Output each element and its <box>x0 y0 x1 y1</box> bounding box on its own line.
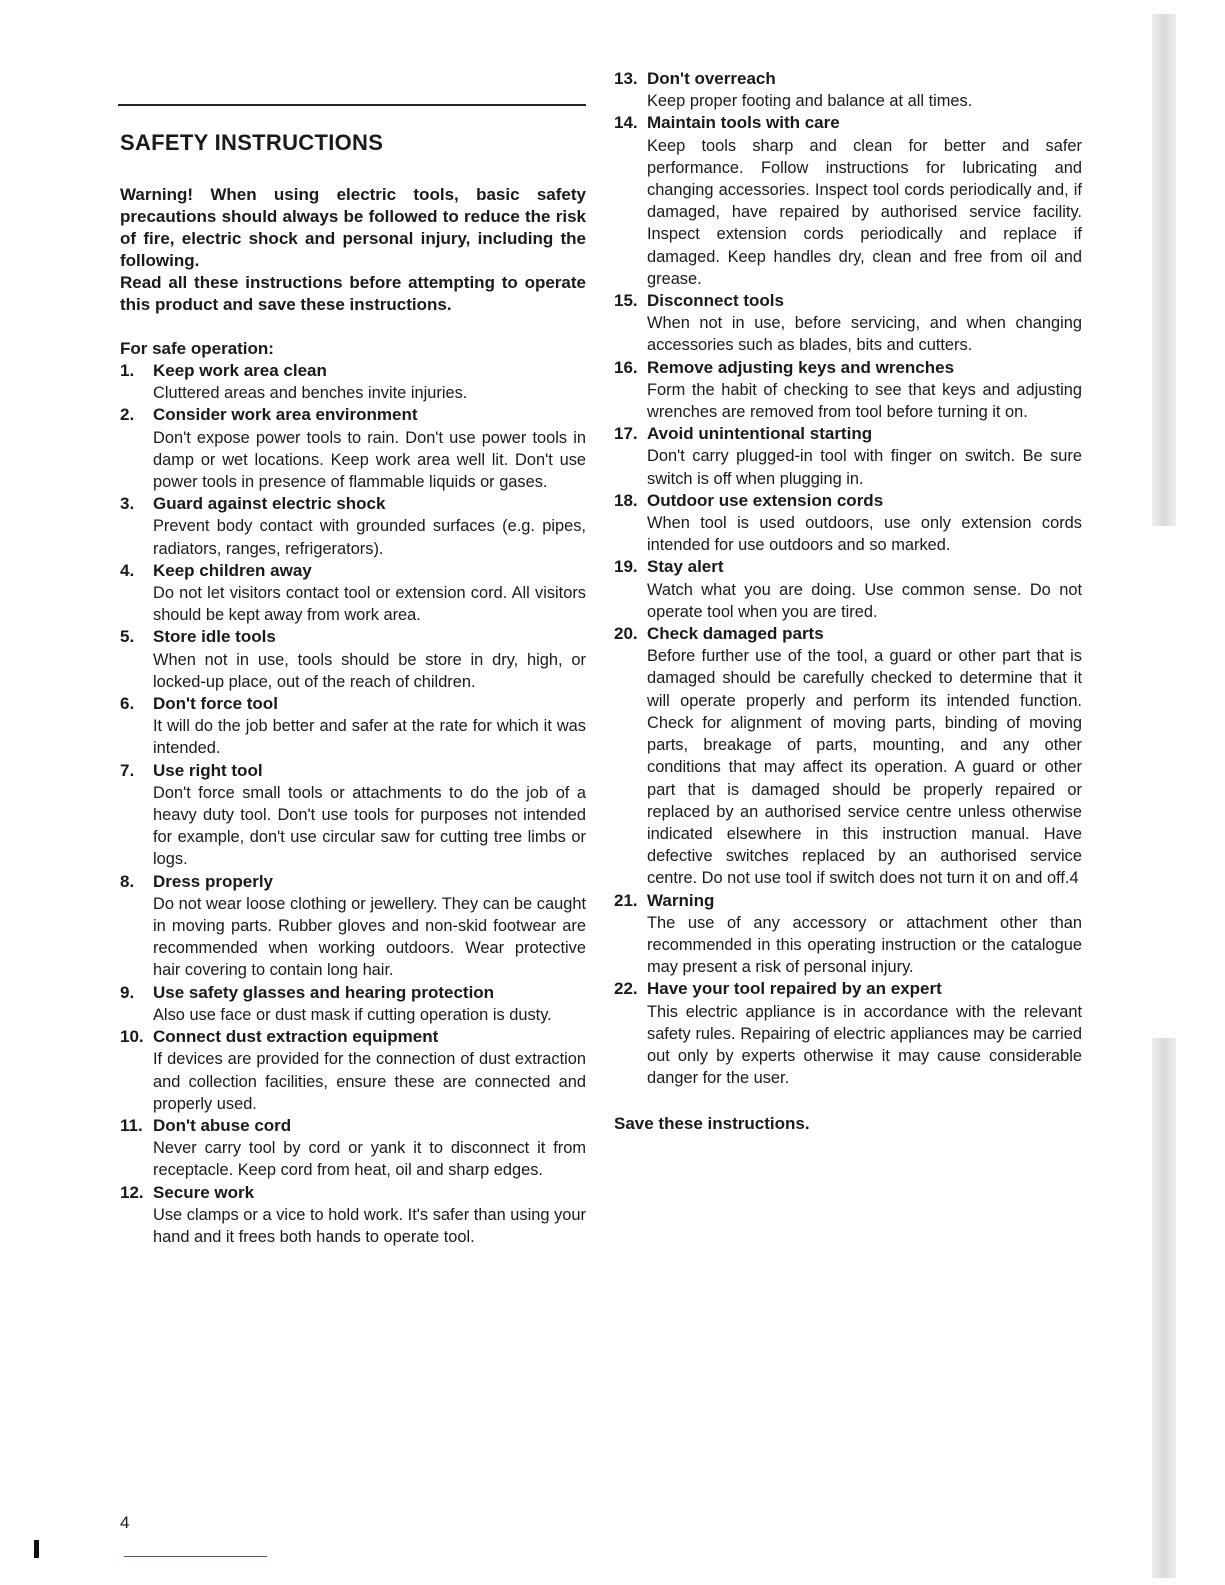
instruction-number: 14. <box>614 113 638 133</box>
instruction-heading-text: Dress properly <box>153 871 273 891</box>
instruction-item <box>614 890 1082 979</box>
instruction-heading-text: Use right tool <box>153 760 263 780</box>
instruction-heading-text: Avoid unintentional starting <box>647 424 873 444</box>
instruction-heading-text: Have your tool repaired by an expert <box>647 979 942 999</box>
instruction-heading <box>614 68 1082 90</box>
instruction-number: 13. <box>614 69 638 88</box>
instruction-heading <box>120 1026 586 1048</box>
instruction-text: Never carry tool by cord or yank it to disconnect it from receptacle. Keep cord from heat, oil and sharp edges. <box>153 1139 586 1180</box>
instruction-list-left <box>120 360 586 1248</box>
instruction-heading-text: Outdoor use extension cords <box>647 490 884 510</box>
instruction-item <box>614 112 1082 290</box>
instruction-text: When tool is used outdoors, use only extension cords intended for use outdoors and so marked. <box>647 514 1082 555</box>
instruction-number: 11. <box>120 1115 143 1135</box>
instruction-number: 5. <box>120 627 135 647</box>
instruction-text: Cluttered areas and benches invite injuries. <box>153 384 468 403</box>
warning-paragraph: Warning! When using electric tools, basic safety precautions should always be followed to reduce the risk of fire, electric shock and personal injury, including the following. <box>120 185 586 270</box>
instruction-heading-text: Guard against electric shock <box>153 494 386 514</box>
instruction-heading <box>120 1182 586 1204</box>
instruction-text: Prevent body contact with grounded surfaces (e.g. pipes, radiators, ranges, refrigerators). <box>153 517 586 558</box>
instruction-number: 17. <box>614 424 638 444</box>
instruction-heading-text: Don't force tool <box>153 694 278 714</box>
instruction-heading-text: Keep children away <box>153 560 312 580</box>
instruction-text: Do not wear loose clothing or jewellery. They can be caught in moving parts. Rubber gloves and non-skid footwear are recommended when working outdoors. Wear protective hair covering to contain long hair. <box>153 894 586 980</box>
instruction-text: The use of any accessory or attachment other than recommended in this operating instruction or the catalogue may present a risk of personal injury. <box>647 913 1082 977</box>
instruction-heading <box>120 982 586 1004</box>
instruction-item <box>120 693 586 760</box>
instruction-item <box>614 623 1082 889</box>
instruction-heading <box>614 978 1082 1000</box>
instruction-heading-text: Consider work area environment <box>153 405 418 425</box>
instruction-number: 18. <box>614 490 638 510</box>
instruction-number: 20. <box>614 624 638 644</box>
instruction-number: 16. <box>614 357 638 377</box>
instruction-text: Use clamps or a vice to hold work. It's safer than using your hand and it frees both hands to operate tool. <box>153 1205 586 1246</box>
instruction-item <box>614 68 1082 112</box>
instruction-number: 3. <box>120 494 135 514</box>
instruction-heading-text: Don't overreach <box>647 69 776 88</box>
instruction-number: 12. <box>120 1182 144 1202</box>
instruction-item <box>614 423 1082 490</box>
page-title: SAFETY INSTRUCTIONS <box>120 130 384 155</box>
instruction-heading-text: Warning <box>647 890 715 910</box>
instruction-heading <box>614 423 1082 445</box>
instruction-heading-text: Disconnect tools <box>647 291 784 311</box>
instruction-heading <box>614 290 1082 312</box>
instruction-heading-text: Keep work area clean <box>153 361 327 380</box>
instruction-heading-text: Don't abuse cord <box>153 1115 292 1135</box>
instruction-heading <box>120 493 586 515</box>
instruction-number: 22. <box>614 979 638 999</box>
read-instructions-paragraph: Read all these instructions before attempting to operate this product and save these instructions. <box>120 273 586 314</box>
instruction-text: Don't expose power tools to rain. Don't use power tools in damp or wet locations. Keep work area well lit. Don't use power tools in presence of flammable liquids or gases. <box>153 428 586 492</box>
instruction-heading <box>614 357 1082 379</box>
instruction-heading <box>614 490 1082 512</box>
instruction-number: 6. <box>120 694 135 714</box>
instruction-number: 8. <box>120 871 135 891</box>
instruction-text: If devices are provided for the connection of dust extraction and collection facilities, ensure these are connected and properly used. <box>153 1050 586 1113</box>
instruction-heading-text: Store idle tools <box>153 627 276 647</box>
instruction-heading <box>614 556 1082 578</box>
left-column <box>120 128 586 1248</box>
page-number: 4 <box>120 1513 130 1532</box>
instruction-text: This electric appliance is in accordance with the relevant safety rules. Repairing of electric appliances may be carried out only by experts otherwise it may cause considerable danger for the user. <box>647 1002 1082 1088</box>
instruction-number: 21. <box>614 890 638 910</box>
save-instructions-note: Save these instructions. <box>614 1114 810 1134</box>
instruction-text: Keep tools sharp and clean for better and safer performance. Follow instructions for lubricating and changing accessories. Inspect tool cords periodically and, if damaged, have repaired by authorised service facility. Inspect extension cords periodically and replace if damaged. Keep handles dry, clean and free from oil and grease. <box>647 136 1082 288</box>
instruction-number: 19. <box>614 557 638 577</box>
instruction-text: It will do the job better and safer at the rate for which it was intended. <box>153 717 586 758</box>
instruction-number: 1. <box>120 361 135 380</box>
instruction-item <box>120 871 586 982</box>
instruction-heading <box>120 560 586 582</box>
instruction-heading-text: Use safety glasses and hearing protection <box>153 982 495 1002</box>
instruction-item <box>614 978 1082 1089</box>
instruction-heading <box>120 1115 586 1137</box>
instruction-list-right <box>614 68 1082 1089</box>
instruction-heading <box>120 871 586 893</box>
instruction-text: Form the habit of checking to see that keys and adjusting wrenches are removed from tool before turning it on. <box>647 380 1082 422</box>
instruction-text: Don't force small tools or attachments to do the job of a heavy duty tool. Don't use tools for purposes not intended for example, don't use circular saw for cutting tree limbs or logs. <box>153 783 586 869</box>
instruction-text: When not in use, before servicing, and when changing accessories such as blades, bits and cutters. <box>647 314 1082 355</box>
instruction-heading-text: Stay alert <box>647 557 724 577</box>
scan-edge-shadow <box>1152 14 1176 526</box>
right-column <box>614 68 1082 1135</box>
instruction-heading <box>120 693 586 715</box>
instruction-text: Do not let visitors contact tool or extension cord. All visitors should be kept away from work area. <box>153 584 586 625</box>
instruction-number: 10. <box>120 1027 144 1047</box>
instruction-item <box>614 556 1082 623</box>
instruction-heading <box>614 623 1082 645</box>
instruction-number: 15. <box>614 291 638 311</box>
for-safe-operation-heading: For safe operation: <box>120 339 274 358</box>
instruction-item <box>120 1026 586 1115</box>
instruction-text: Don't carry plugged-in tool with finger on switch. Be sure switch is off when plugging in. <box>647 447 1082 488</box>
instruction-heading-text: Secure work <box>153 1182 255 1202</box>
instruction-item <box>614 290 1082 357</box>
instruction-item <box>120 360 586 404</box>
scan-edge-shadow <box>1152 1038 1176 1578</box>
instruction-heading <box>614 112 1082 134</box>
instruction-number: 2. <box>120 405 135 425</box>
instruction-heading <box>120 404 586 426</box>
instruction-text: Watch what you are doing. Use common sense. Do not operate tool when you are tired. <box>647 580 1082 621</box>
instruction-item <box>120 1182 586 1249</box>
instruction-text: Keep proper footing and balance at all times. <box>647 92 973 111</box>
instruction-item <box>120 493 586 560</box>
instruction-text: Also use face or dust mask if cutting operation is dusty. <box>153 1005 552 1024</box>
instruction-text: Before further use of the tool, a guard or other part that is damaged should be carefully checked to determine that it will operate properly and perform its intended function. Check for alignment of moving parts, binding of moving parts, breakage of parts, mounting, and any other conditions that may affect its operation. A guard or other part that is damaged should be properly repaired or replaced by an authorised service centre unless otherwise indicated elsewhere in this instruction manual. Have defective switches replaced by an authorised service centre. Do not use tool if switch does not turn it on and off.4 <box>647 647 1082 888</box>
instruction-number: 7. <box>120 760 135 780</box>
instruction-item <box>120 760 586 871</box>
instruction-text: When not in use, tools should be store in dry, high, or locked-up place, out of the reach of children. <box>153 650 586 691</box>
instruction-heading <box>120 360 586 382</box>
instruction-heading <box>120 760 586 782</box>
instruction-number: 9. <box>120 982 135 1002</box>
instruction-item <box>120 1115 586 1182</box>
instruction-item <box>120 982 586 1026</box>
instruction-heading-text: Check damaged parts <box>647 624 824 644</box>
instruction-item <box>120 626 586 693</box>
instruction-heading <box>614 890 1082 912</box>
instruction-item <box>614 490 1082 557</box>
footer-link-underline <box>124 1556 267 1557</box>
instruction-heading-text: Maintain tools with care <box>647 113 840 133</box>
instruction-item <box>120 560 586 627</box>
scan-margin-mark <box>34 1540 39 1558</box>
instruction-heading-text: Remove adjusting keys and wrenches <box>647 357 955 377</box>
header-rule <box>118 104 586 106</box>
instruction-item <box>614 357 1082 424</box>
instruction-number: 4. <box>120 560 135 580</box>
instruction-heading <box>120 626 586 648</box>
instruction-heading-text: Connect dust extraction equipment <box>153 1027 439 1047</box>
instruction-item <box>120 404 586 493</box>
